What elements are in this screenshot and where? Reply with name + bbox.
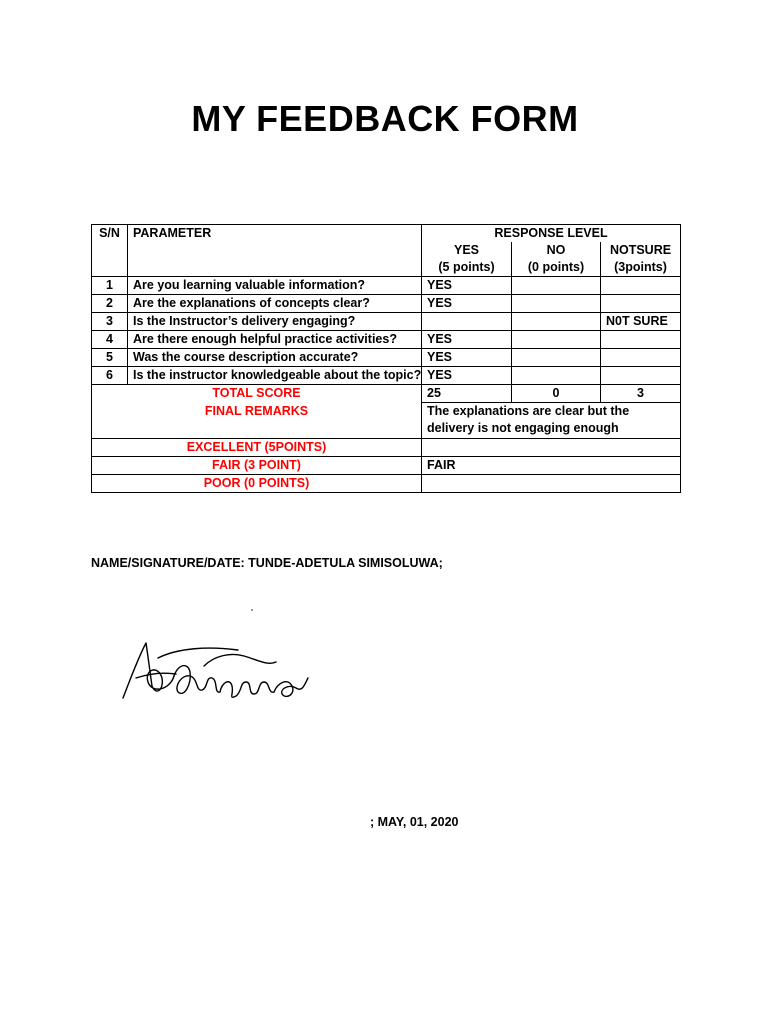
rating-row [92,474,681,492]
row-no [512,331,601,349]
total-yes: 25 [422,385,512,403]
header-row [92,225,681,243]
row-no [512,277,601,295]
signature-date: ; MAY, 01, 2020 [370,815,459,829]
row-yes: YES [422,367,512,385]
stray-mark [251,609,253,611]
row-yes [422,313,512,331]
row-parameter: Are the explanations of concepts clear? [128,295,422,313]
table-row [92,331,681,349]
sn-header: S/N [92,225,128,277]
row-notsure [601,331,681,349]
row-yes: YES [422,277,512,295]
table-row [92,367,681,385]
feedback-table [91,224,681,493]
row-notsure: N0T SURE [601,313,681,331]
option-no-label: NO [512,242,601,259]
final-remarks-label: FINAL REMARKS [92,403,422,439]
rating-label-fair: FAIR (3 POINT) [92,456,422,474]
row-parameter: Are there enough helpful practice activities? [128,331,422,349]
row-parameter: Are you learning valuable information? [128,277,422,295]
parameter-header: PARAMETER [128,225,422,277]
row-sn: 3 [92,313,128,331]
row-yes: YES [422,295,512,313]
response-level-header: RESPONSE LEVEL [422,225,681,243]
row-yes: YES [422,331,512,349]
name-signature-date-line: NAME/SIGNATURE/DATE: TUNDE-ADETULA SIMISOLUWA; [91,556,443,570]
row-no [512,367,601,385]
table-row [92,313,681,331]
option-yes-label: YES [422,242,512,259]
table-row [92,349,681,367]
row-notsure [601,277,681,295]
row-no [512,349,601,367]
total-notsure: 3 [601,385,681,403]
rating-row [92,438,681,456]
row-notsure [601,295,681,313]
row-no [512,295,601,313]
final-remarks-row [92,403,681,439]
total-score-label: TOTAL SCORE [92,385,422,403]
final-remarks-text: The explanations are clear but the delivery is not engaging enough [422,403,681,439]
rating-label-poor: POOR (0 POINTS) [92,474,422,492]
row-sn: 2 [92,295,128,313]
option-notsure-points: (3points) [601,259,681,277]
row-notsure [601,349,681,367]
rating-value-fair: FAIR [422,456,681,474]
row-parameter: Is the instructor knowledgeable about the topic? [128,367,422,385]
row-parameter: Is the Instructor’s delivery engaging? [128,313,422,331]
row-yes: YES [422,349,512,367]
rating-value-excellent [422,438,681,456]
row-sn: 6 [92,367,128,385]
option-no-points: (0 points) [512,259,601,277]
total-score-row [92,385,681,403]
table-row [92,295,681,313]
option-yes-points: (5 points) [422,259,512,277]
row-parameter: Was the course description accurate? [128,349,422,367]
row-sn: 1 [92,277,128,295]
row-no [512,313,601,331]
option-notsure-label: NOTSURE [601,242,681,259]
row-sn: 4 [92,331,128,349]
table-row [92,277,681,295]
handwritten-signature [118,638,314,716]
rating-label-excellent: EXCELLENT (5POINTS) [92,438,422,456]
rating-row [92,456,681,474]
row-sn: 5 [92,349,128,367]
row-notsure [601,367,681,385]
rating-value-poor [422,474,681,492]
page-title: MY FEEDBACK FORM [191,98,579,139]
total-no: 0 [512,385,601,403]
